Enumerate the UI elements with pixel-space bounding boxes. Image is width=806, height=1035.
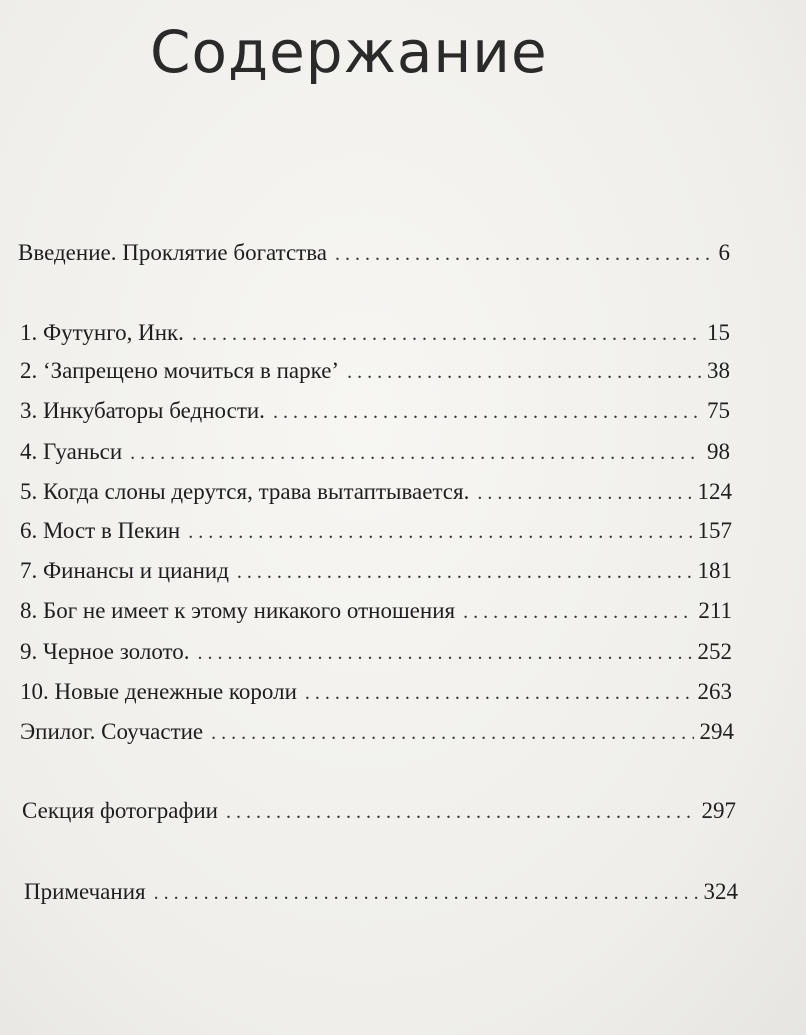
dot-leader	[237, 561, 692, 584]
toc-entry	[18, 240, 730, 266]
dot-leader	[335, 243, 713, 266]
toc-entry-label: 1. Футунго, Инк.	[20, 320, 184, 345]
dot-leader	[305, 682, 692, 705]
dot-leader	[463, 601, 692, 624]
toc-entry-label: 8. Бог не имеет к этому никакого отношения	[20, 598, 456, 623]
toc-entry	[20, 358, 730, 384]
toc-entry-page: 124	[697, 479, 732, 504]
toc-entry-page: 38	[707, 358, 730, 383]
toc-entry-label: 7. Финансы и цианид	[20, 558, 229, 583]
toc-entry	[20, 479, 732, 505]
toc-entry-page: 294	[699, 719, 734, 744]
dot-leader	[198, 642, 692, 665]
toc-entry-label: 10. Новые денежные короли	[20, 679, 297, 704]
toc-entry	[24, 879, 738, 905]
toc-entry-label: Примечания	[24, 879, 146, 904]
toc-entry-label: 9. Черное золото.	[20, 639, 190, 664]
toc-entry-page: 98	[707, 439, 730, 464]
toc-entry-page: 15	[707, 320, 730, 345]
dot-leader	[226, 801, 696, 824]
toc-entry-label: Эпилог. Соучастие	[20, 719, 204, 744]
dot-leader	[477, 482, 691, 505]
dot-leader	[347, 361, 701, 384]
toc-entry-label: 6. Мост в Пекин	[20, 518, 181, 543]
toc-entry	[20, 518, 732, 544]
toc-entry-page: 297	[701, 798, 736, 823]
toc-entry	[20, 398, 730, 424]
dot-leader	[154, 882, 698, 905]
dot-leader	[192, 323, 701, 346]
toc-entry-label: 4. Гуаньси	[20, 439, 123, 464]
toc-entry-label: 2. ‘Запрещено мочиться в парке’	[20, 358, 340, 383]
toc-entry-page: 252	[697, 639, 732, 664]
toc-entry-label: Секция фотографии	[22, 798, 218, 823]
toc-entry-page: 6	[718, 240, 730, 265]
page-title: Содержание	[150, 18, 548, 86]
dot-leader	[211, 722, 693, 745]
dot-leader	[273, 401, 701, 424]
toc-entry	[22, 798, 736, 824]
toc-entry	[20, 679, 732, 705]
toc-entry-label: Введение. Проклятие богатства	[18, 240, 327, 265]
toc-entry-page: 211	[698, 598, 732, 623]
toc-entry-page: 263	[697, 679, 732, 704]
toc-entry	[20, 719, 734, 745]
toc-entry-page: 157	[697, 518, 732, 543]
toc-entry	[20, 320, 730, 346]
toc-entry	[20, 439, 730, 465]
toc-entry-label: 3. Инкубаторы бедности.	[20, 398, 265, 423]
toc-entry-page: 181	[697, 558, 732, 583]
toc-entry-page: 324	[703, 879, 738, 904]
toc-entry-label: 5. Когда слоны дерутся, трава вытаптывается.	[20, 479, 470, 504]
toc-entry	[20, 639, 732, 665]
toc-entry	[20, 598, 732, 624]
dot-leader	[130, 442, 701, 465]
toc-entry	[20, 558, 732, 584]
toc-entry-page: 75	[707, 398, 730, 423]
dot-leader	[188, 521, 691, 544]
